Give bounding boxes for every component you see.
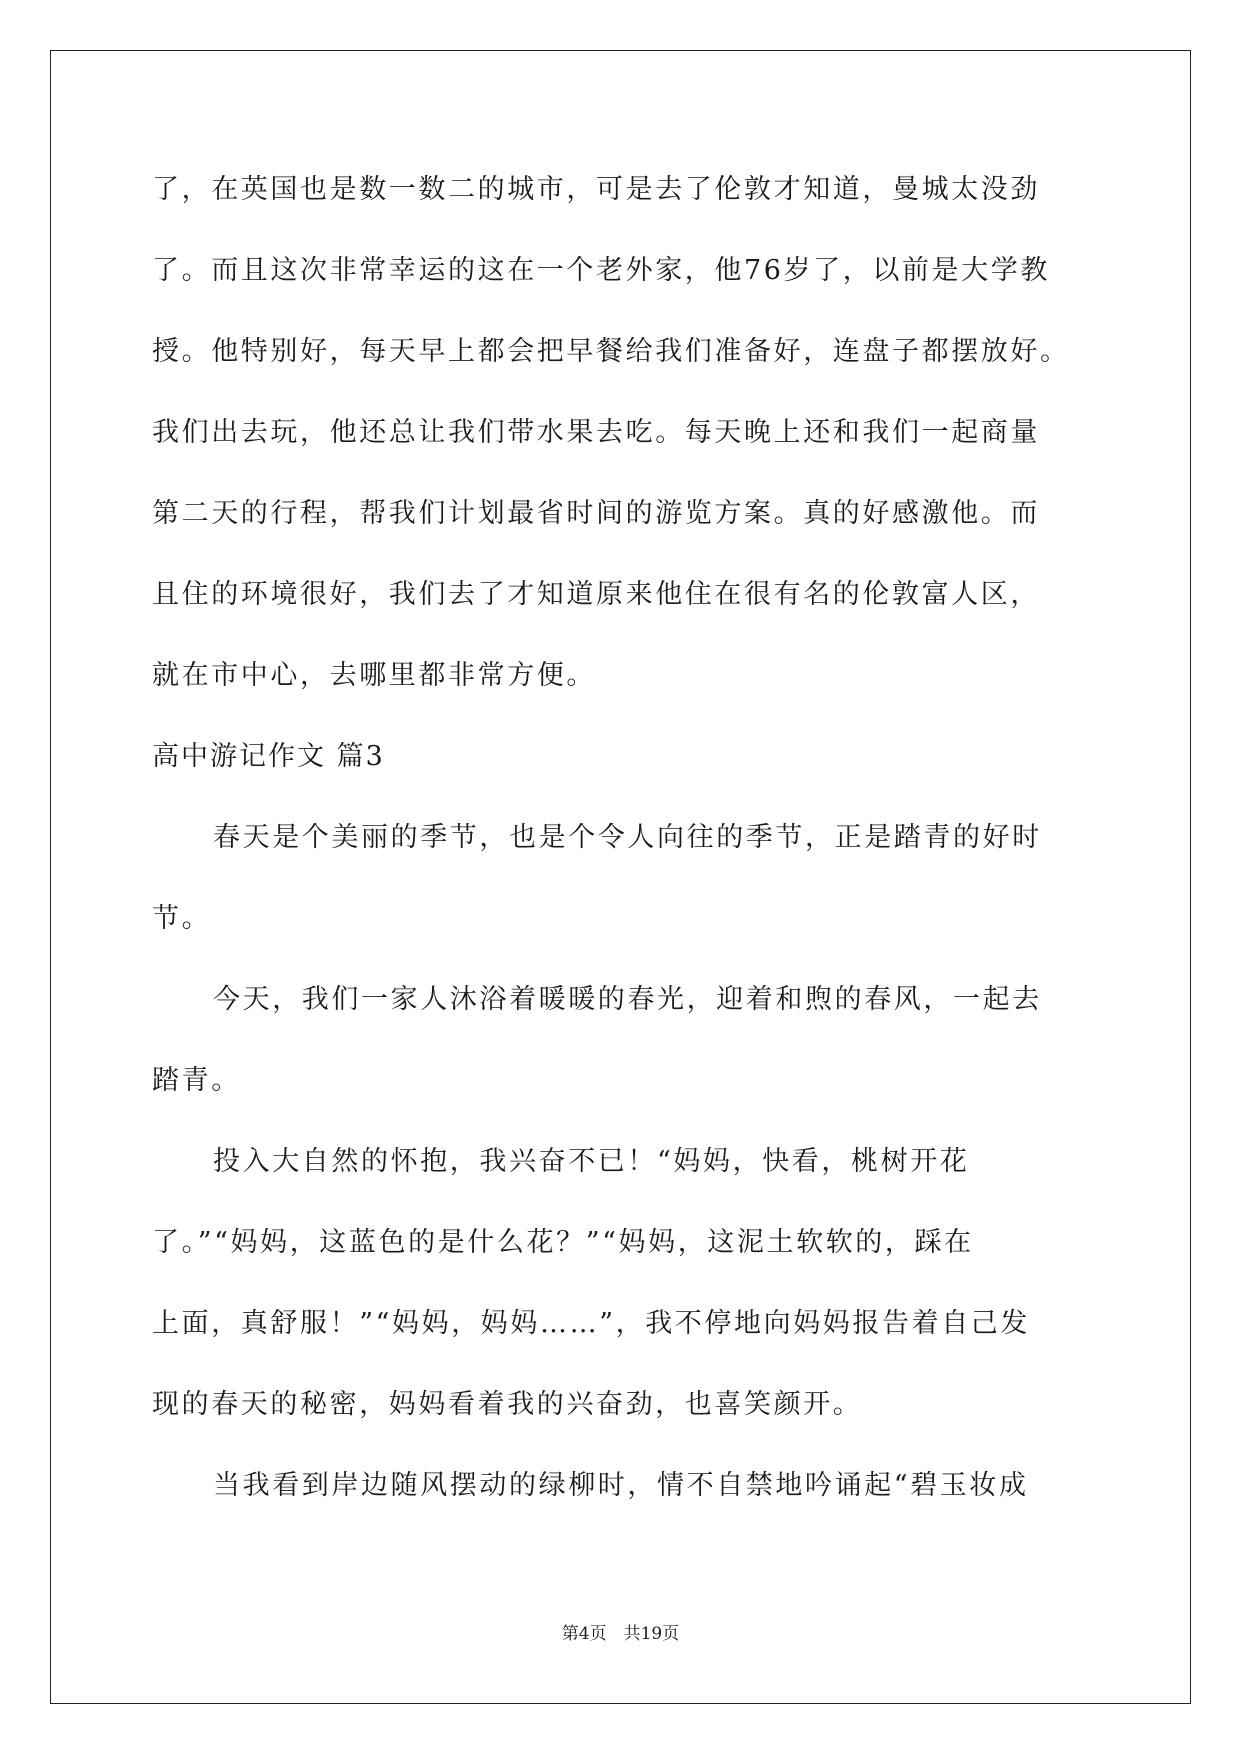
text-line: 授。他特别好，每天早上都会把早餐给我们准备好，连盘子都摆放好。 xyxy=(152,336,1070,367)
text-line: 第二天的行程，帮我们计划最省时间的游览方案。真的好感激他。而 xyxy=(152,498,1040,529)
section-heading: 高中游记作文 篇3 xyxy=(152,741,385,772)
page-border xyxy=(50,50,1191,1704)
paragraph-start: 今天，我们一家人沐浴着暖暖的春光，迎着和煦的春风，一起去 xyxy=(213,984,1042,1015)
text-line: 我们出去玩，他还总让我们带水果去吃。每天晚上还和我们一起商量 xyxy=(152,417,1040,448)
text-line: 了，在英国也是数一数二的城市，可是去了伦敦才知道，曼城太没劲 xyxy=(152,174,1040,205)
text-line: 踏青。 xyxy=(152,1065,241,1096)
page-footer: 第4页 共19页 xyxy=(561,1624,680,1644)
text-line: 上面，真舒服！”“妈妈，妈妈……”，我不停地向妈妈报告着自己发 xyxy=(152,1308,1031,1339)
text-line: 就在市中心，去哪里都非常方便。 xyxy=(152,660,596,691)
paragraph-start: 投入大自然的怀抱，我兴奋不已！“妈妈，快看，桃树开花 xyxy=(213,1146,970,1177)
paragraph-start: 春天是个美丽的季节，也是个令人向往的季节，正是踏青的好时 xyxy=(213,822,1042,853)
text-line: 节。 xyxy=(152,903,212,934)
text-line: 了。”“妈妈，这蓝色的是什么花？”“妈妈，这泥土软软的，踩在 xyxy=(152,1227,974,1258)
paragraph-start: 当我看到岸边随风摆动的绿柳时，情不自禁地吟诵起“碧玉妆成 xyxy=(213,1470,1029,1501)
text-line: 现的春天的秘密，妈妈看着我的兴奋劲，也喜笑颜开。 xyxy=(152,1389,863,1420)
text-line: 且住的环境很好，我们去了才知道原来他住在很有名的伦敦富人区， xyxy=(152,579,1040,610)
text-line: 了。而且这次非常幸运的这在一个老外家，他76岁了，以前是大学教 xyxy=(152,255,1050,286)
